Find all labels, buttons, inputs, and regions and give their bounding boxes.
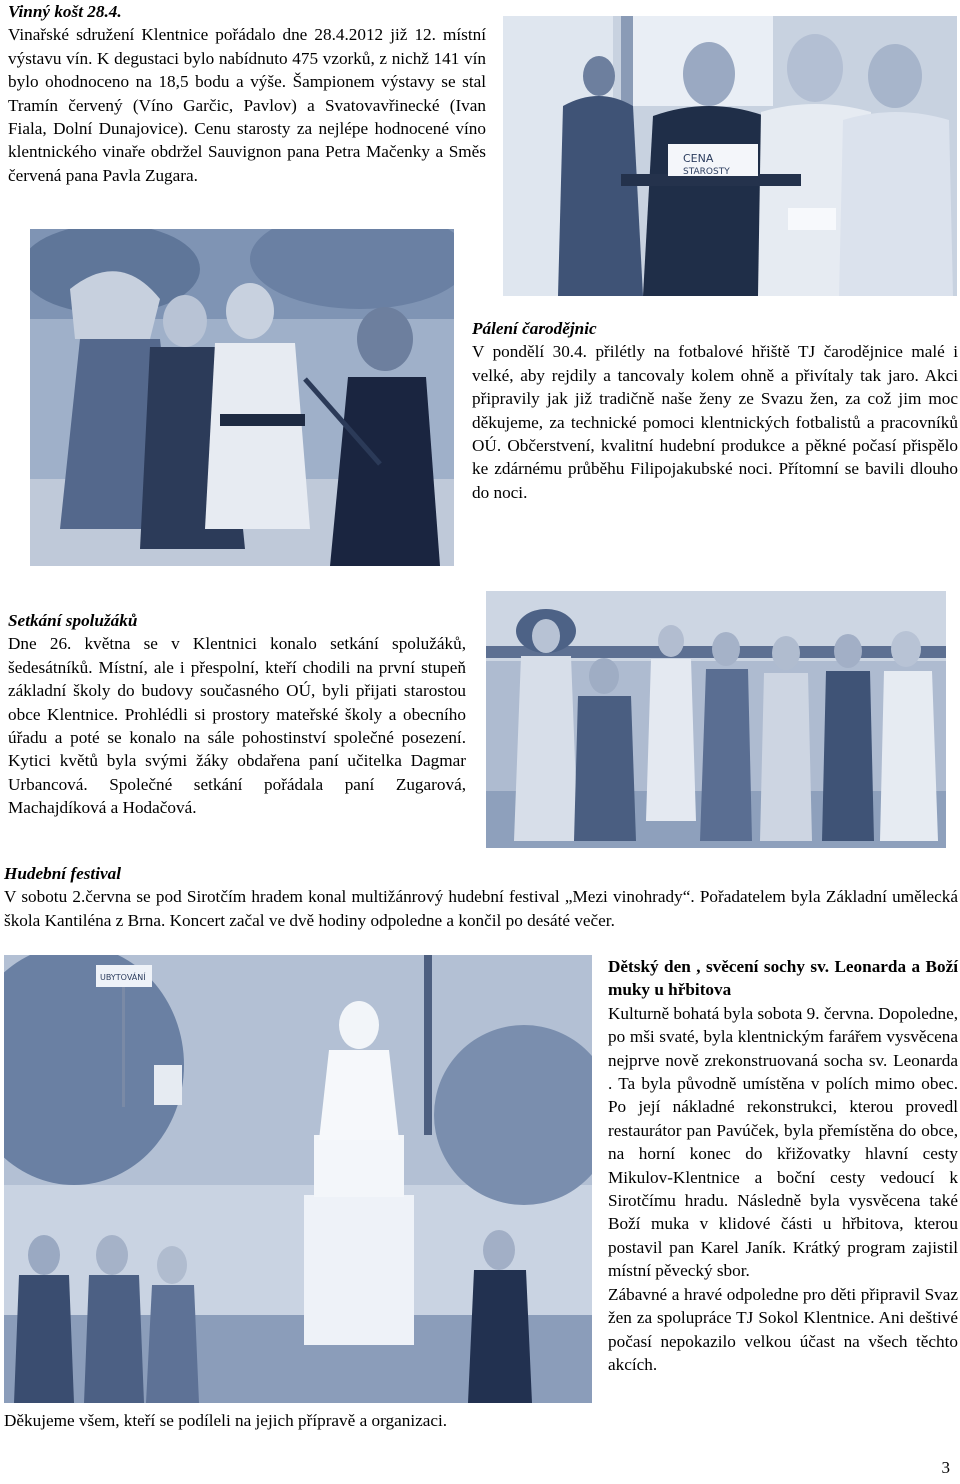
section-classmates-reunion — [8, 609, 466, 820]
photo-classmates-group — [486, 591, 946, 848]
section-title-witch-burning: Pálení čarodějnic — [472, 319, 597, 338]
section-title-music-festival: Hudební festival — [4, 864, 121, 883]
section-childrens-day — [608, 955, 958, 1376]
section-music-festival — [4, 862, 958, 932]
thanks-note — [4, 1409, 604, 1432]
page-number: 3 — [941, 1458, 950, 1477]
cake-text-line2: STAROSTY — [683, 167, 730, 177]
photo-mayor-award — [503, 16, 957, 296]
thanks-text: Děkujeme všem, kteří se podíleli na jejich přípravě a organizaci. — [4, 1411, 448, 1430]
section-text-wine-tasting: Vinařské sdružení Klentnice pořádalo dne 28.4.2012 již 12. místní výstavu vín. K degustaci bylo nabídnuto 475 vzorků, z nichž 141 vín bylo ohodnoceno na 18,5 bodu a výše. Šampionem výstavy se stal Tramín červený (Víno Garčic, Pavlov) a Svatovavřinecké (Ivan Fiala, Dolní Dunajovice). Cenu starosty za nejlépe hodnocené víno klentnického vinaře obdržel Sauvignon pana Petra Mačenky a Směs červená pana Pavla Zugara. — [8, 25, 486, 185]
section-text-classmates-reunion: Dne 26. května se v Klentnici konalo setkání spolužáků, šedesátníků. Místní, ale i přespolní, kteří chodili na první stupeň základní školy do budovy současného OÚ, byli přijati starostou obce Klentnice. Prohlédli si prostory mateřské školy a obecního úřadu a poté se konalo na sále pohostinství společné posezení. Kytici květů byla svými žáky obdařena paní učitelka Dagmar Urbancová. Společné setkání pořádala paní Zugarová, Machajdíková a Hodačová. — [8, 634, 466, 818]
photo-witches-art — [30, 229, 454, 566]
sign-accommodation-text: UBYTOVÁNÍ — [100, 973, 146, 982]
section-title-childrens-day: Dětský den , svěcení sochy sv. Leonarda a Boží muky u hřbitova — [608, 957, 958, 1000]
section-wine-tasting — [8, 0, 486, 187]
cake-text-line1: CENA — [683, 152, 714, 165]
section-text-childrens-day-2: Zábavné a hravé odpoledne pro děti připravil Svaz žen za spolupráce TJ Sokol Klentnice. Ani deštivé počasí nepokazilo velkou účast na všech těchto akcích. — [608, 1284, 958, 1374]
photo-statue-consecration-art — [4, 955, 592, 1403]
section-witch-burning — [472, 317, 958, 504]
section-text-music-festival: V sobotu 2.června se pod Sirotčím hradem konal multižánrový hudební festival „Mezi vinohrady“. Pořadatelem byla Základní umělecká škola Kantiléna z Brna. Koncert začal ve dvě hodiny odpoledne a končil po desáté večer. — [4, 887, 958, 930]
section-text-childrens-day-1: Kulturně bohatá byla sobota 9. června. Dopoledne, po mši svaté, byla klentnickým farářem vysvěcena nejprve nově zrekonstruovaná socha sv. Leonarda . Ta byla původně umístěna v polích mimo obec. Po její nákladné rekonstrukci, kterou provedl restaurátor pan Pavúček, byla přemístěna do obce, na horní konec do křižovatky hlavní cesty Mikulov-Klentnice a boční cesty vedoucí k Sirotčímu hradu. Následně byla vysvěcena také Boží muka v klidové části u hřbitova, kterou postavil pan Karel Janík. Krátký program zajistil místní pěvecký sbor. — [608, 1003, 958, 1281]
photo-statue-consecration — [4, 955, 592, 1403]
photo-classmates-group-art — [486, 591, 946, 848]
photo-witches — [30, 229, 454, 566]
photo-mayor-award-art — [503, 16, 957, 296]
section-title-classmates-reunion: Setkání spolužáků — [8, 611, 138, 630]
section-title-wine-tasting: Vinný košt 28.4. — [8, 2, 122, 21]
section-text-witch-burning: V pondělí 30.4. přilétly na fotbalové hřiště TJ čarodějnice malé i velké, aby rejdily a tancovaly kolem ohně a přivítaly tak jaro. Akci připravily jak již tradičně naše ženy ze Svazu žen, za což jim moc děkujeme, za technické pomoci klentnických fotbalistů a pracovníků OÚ. Občerstvení, kvalitní hudební produkce a pěkné počasí přispělo ke zdárnému průběhu Filipojakubské noci. Přítomní se bavili dlouho do noci. — [472, 342, 958, 502]
